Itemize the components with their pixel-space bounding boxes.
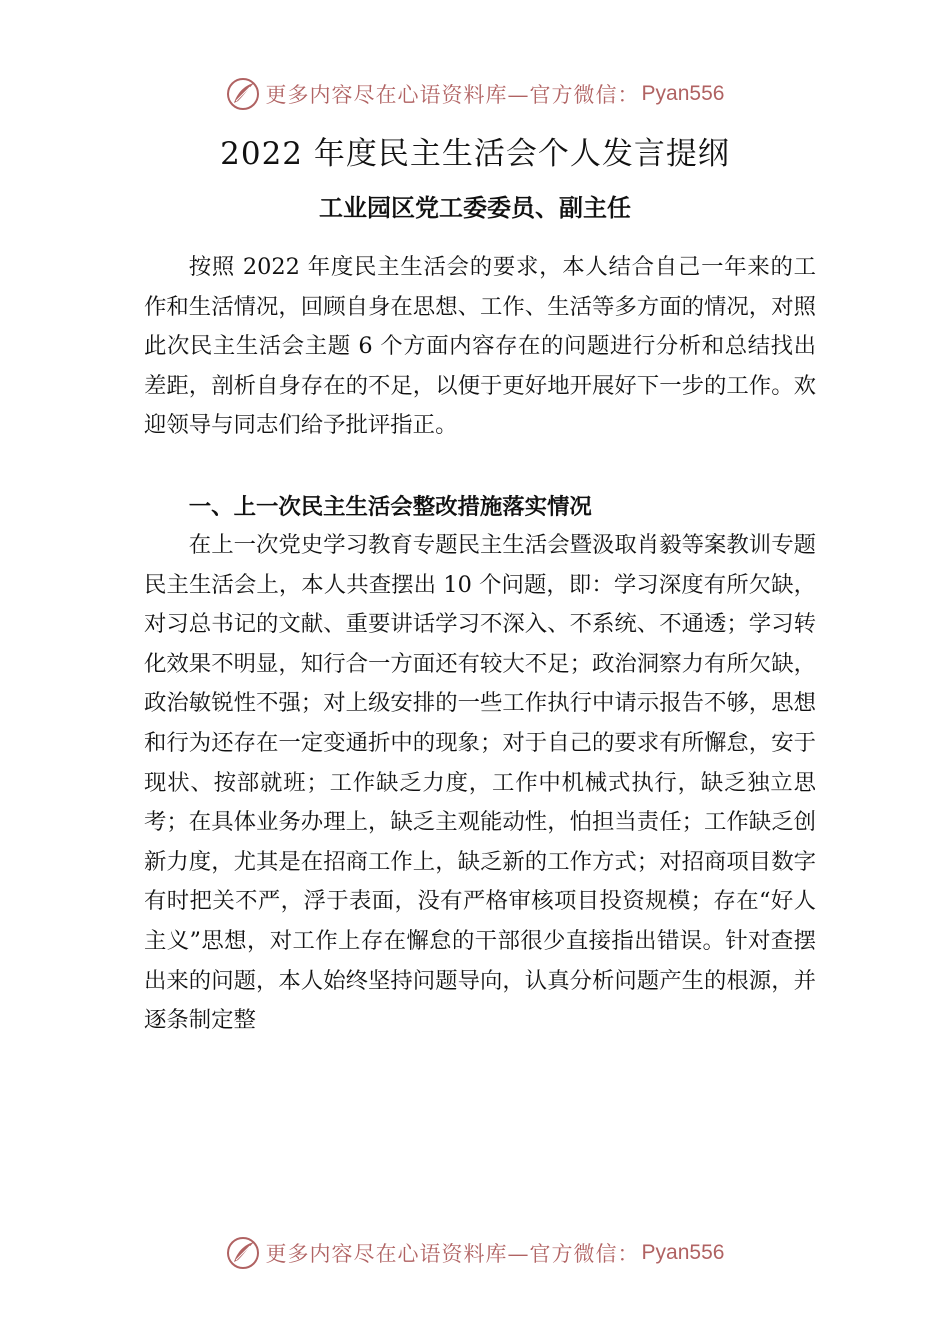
intro-paragraph: 按照 2022 年度民主生活会的要求，本人结合自己一年来的工作和生活情况，回顾自身在思想、工作、生活等多方面的情况，对照此次民主生活会主题 6 个方面内容存在的问题进行分析和总结找出差距，剖析自身存在的不足，以便于更好地开展好下一步的工作。欢迎领导与同志们给予批评指正。 xyxy=(144,254,816,439)
watermark-text: 更多内容尽在心语资料库—官方微信： xyxy=(265,83,640,107)
section-heading: 一、上一次民主生活会整改措施落实情况 xyxy=(188,494,592,520)
watermark-banner-top xyxy=(0,74,950,114)
watermark-wechat-id: Pyan556 xyxy=(641,82,725,105)
watermark-banner-bottom xyxy=(0,1233,950,1273)
document-subtitle: 工业园区党工委委员、副主任 xyxy=(319,194,631,222)
document-title: 2022 年度民主生活会个人发言提纲 xyxy=(220,136,730,172)
watermark-wechat-id: Pyan556 xyxy=(641,1241,725,1264)
feather-logo-icon xyxy=(226,77,260,111)
section-paragraph: 在上一次党史学习教育专题民主生活会暨汲取肖毅等案教训专题民主生活会上，本人共查摆出 10 个问题，即：学习深度有所欠缺，对习总书记的文献、重要讲话学习不深入、不系统、不通透；学习转化效果不明显，知行合一方面还有较大不足；政治洞察力有所欠缺，政治敏锐性不强；对上级安排的一些工作执行中请示报告不够，思想和行为还存在一定变通折中的现象；对于自己的要求有所懈怠，安于现状、按部就班；工作缺乏力度，工作中机械式执行，缺乏独立思考；在具体业务办理上，缺乏主观能动性，怕担当责任；工作缺乏创新力度，尤其是在招商工作上，缺乏新的工作方式；对招商项目数字有时把关不严，浮于表面，没有严格审核项目投资规模；存在“好人主义”思想，对工作上存在懈怠的干部很少直接指出错误。针对查摆出来的问题，本人始终坚持问题导向，认真分析问题产生的根源，并逐条制定整 xyxy=(144,532,816,1034)
feather-logo-icon xyxy=(226,1236,260,1270)
watermark-text: 更多内容尽在心语资料库—官方微信： xyxy=(265,1242,640,1266)
